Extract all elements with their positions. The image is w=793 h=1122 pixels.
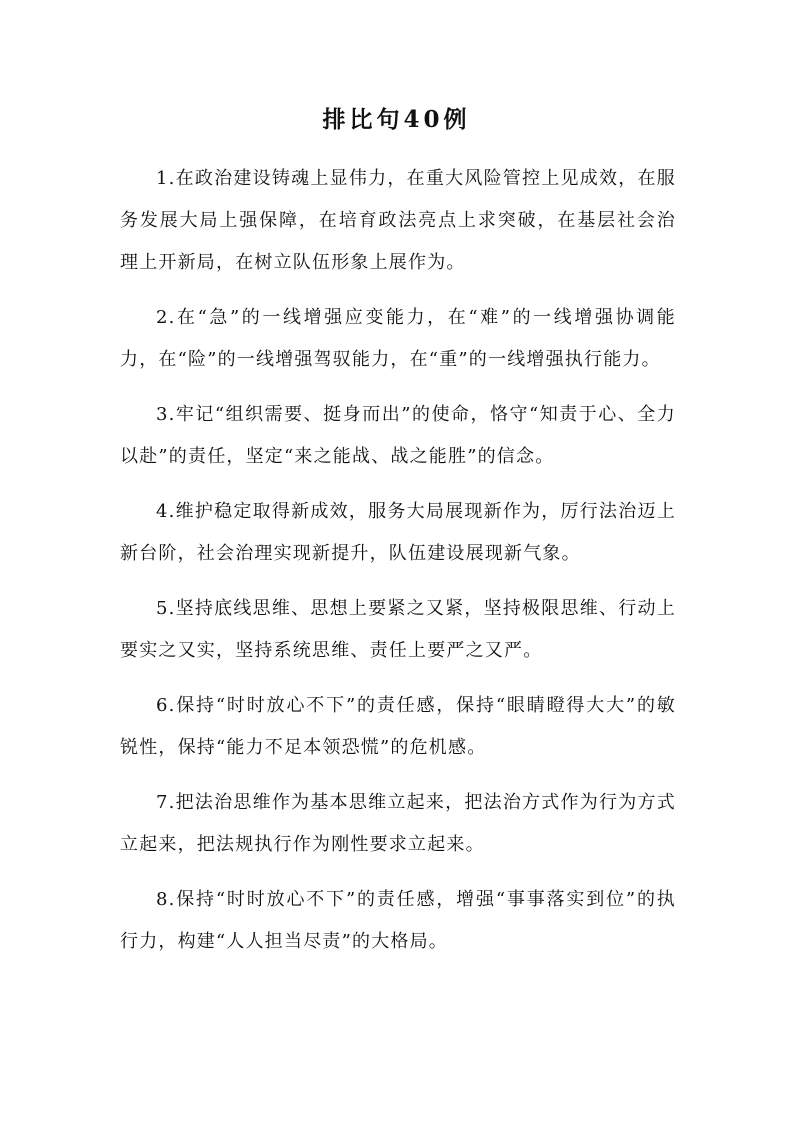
paragraph-8: 8.保持“时时放心不下”的责任感，增强“事事落实到位”的执行力，构建“人人担当尽责”的大格局。 (120, 889, 676, 952)
paragraph-4: 4.维护稳定取得新成效，服务大局展现新作为，厉行法治迈上新台阶，社会治理实现新提升，队伍建设展现新气象。 (120, 501, 676, 564)
document-body (120, 158, 676, 976)
paragraph-3: 3.牢记“组织需要、挺身而出”的使命，恪守“知责于心、全力以赴”的责任，坚定“来之能战、战之能胜”的信念。 (120, 404, 676, 467)
paragraph-1: 1.在政治建设铸魂上显伟力，在重大风险管控上见成效，在服务发展大局上强保障，在培育政法亮点上求突破，在基层社会治理上开新局，在树立队伍形象上展作为。 (120, 168, 676, 273)
paragraph-5: 5.坚持底线思维、思想上要紧之又紧，坚持极限思维、行动上要实之又实，坚持系统思维、责任上要严之又严。 (120, 598, 676, 661)
page-title: 排比句40例 (322, 106, 471, 133)
paragraph-7: 7.把法治思维作为基本思维立起来，把法治方式作为行为方式立起来，把法规执行作为刚性要求立起来。 (120, 792, 676, 855)
paragraph-6: 6.保持“时时放心不下”的责任感，保持“眼睛瞪得大大”的敏锐性，保持“能力不足本领恐慌”的危机感。 (120, 695, 676, 758)
paragraph-2: 2.在“急”的一线增强应变能力，在“难”的一线增强协调能力，在“险”的一线增强驾驭能力，在“重”的一线增强执行能力。 (120, 307, 676, 370)
